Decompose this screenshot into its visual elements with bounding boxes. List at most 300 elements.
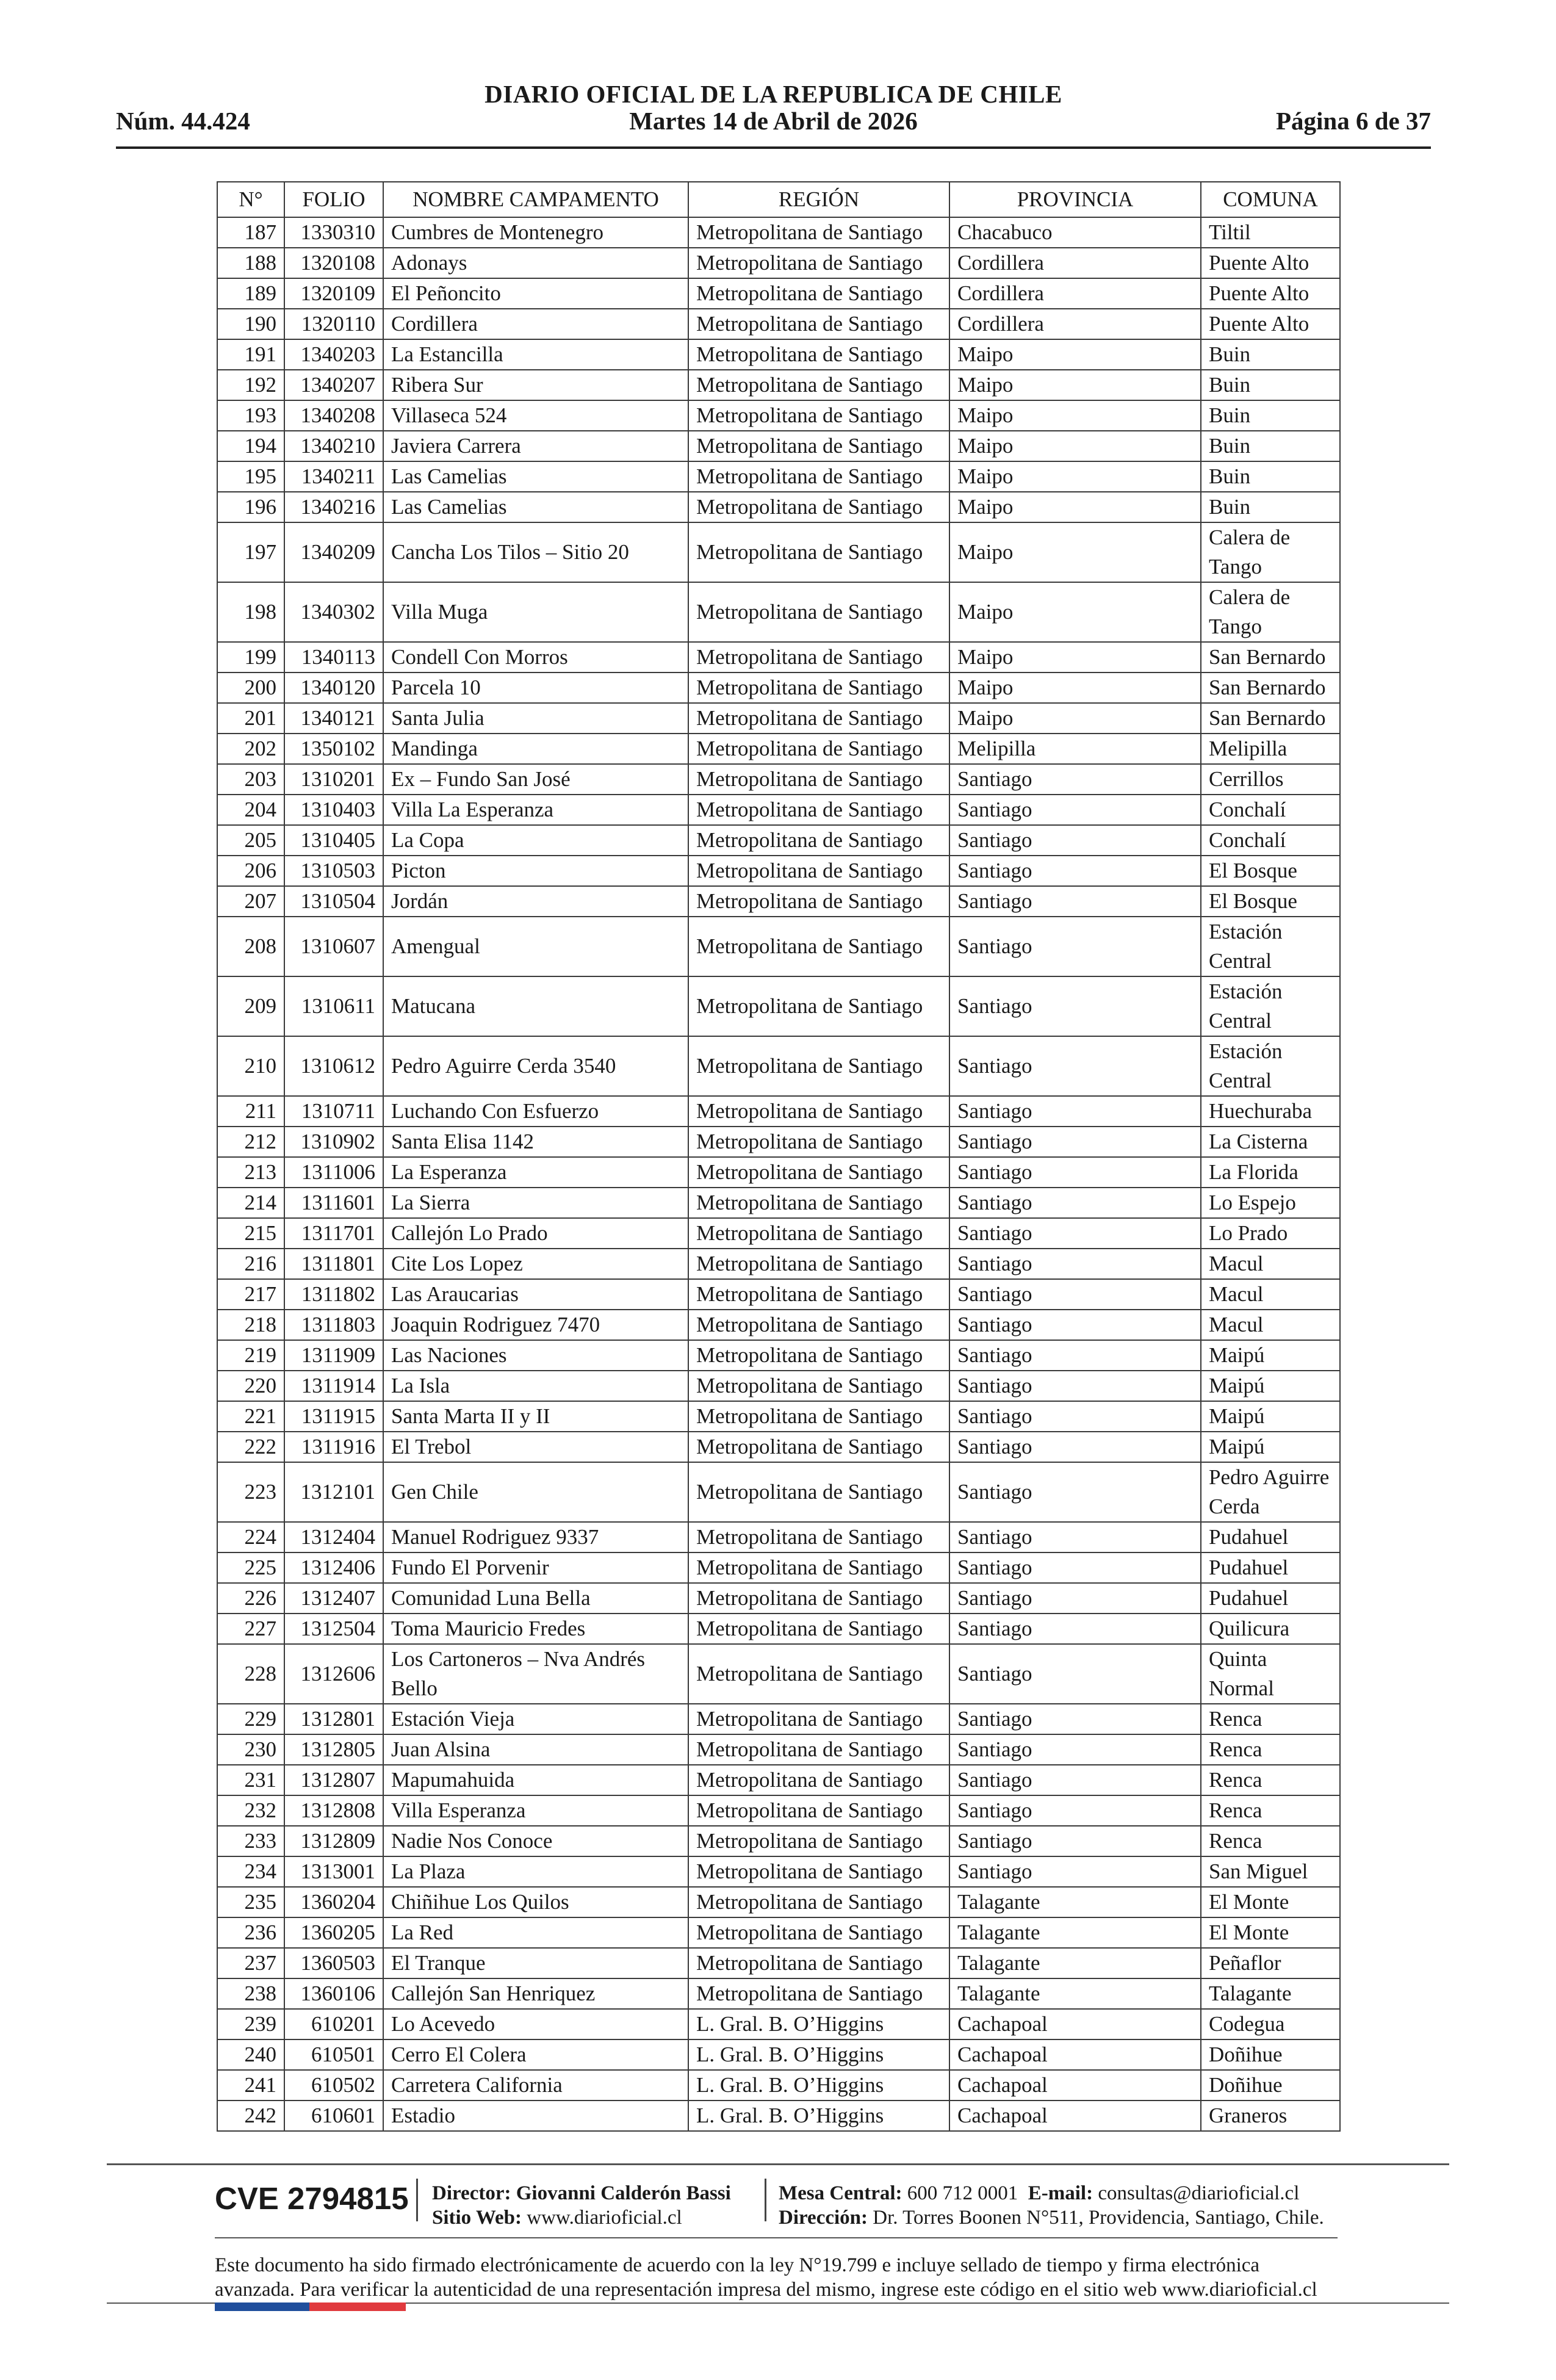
folio-cell: 1311801 xyxy=(284,1249,383,1279)
campamento-name-cell: El Peñoncito xyxy=(383,278,688,309)
row-number-cell: 230 xyxy=(217,1734,284,1765)
provincia-cell: Maipo xyxy=(949,582,1201,642)
campamento-name-cell: Nadie Nos Conoce xyxy=(383,1826,688,1856)
table-row xyxy=(217,642,1340,673)
table-row xyxy=(217,1462,1340,1522)
table-header-row xyxy=(217,182,1340,217)
provincia-cell: Santiago xyxy=(949,1157,1201,1188)
row-number-cell: 228 xyxy=(217,1644,284,1704)
row-number-cell: 210 xyxy=(217,1036,284,1096)
folio-cell: 1310612 xyxy=(284,1036,383,1096)
campamento-name-cell: Joaquin Rodriguez 7470 xyxy=(383,1310,688,1340)
provincia-cell: Cordillera xyxy=(949,248,1201,278)
campamento-name-cell: Matucana xyxy=(383,976,688,1036)
campamento-name-cell: Santa Marta II y II xyxy=(383,1401,688,1432)
row-number-cell: 216 xyxy=(217,1249,284,1279)
provincia-cell: Santiago xyxy=(949,1371,1201,1401)
region-cell: Metropolitana de Santiago xyxy=(688,1218,949,1249)
region-cell: Metropolitana de Santiago xyxy=(688,339,949,370)
comuna-cell: Lo Prado xyxy=(1201,1218,1340,1249)
table-row xyxy=(217,1644,1340,1704)
row-number-cell: 241 xyxy=(217,2070,284,2101)
region-cell: Metropolitana de Santiago xyxy=(688,370,949,400)
flag-bar-red xyxy=(309,2302,406,2311)
region-cell: Metropolitana de Santiago xyxy=(688,1887,949,1917)
folio-cell: 610601 xyxy=(284,2101,383,2131)
table-row xyxy=(217,2009,1340,2039)
folio-cell: 1340120 xyxy=(284,673,383,703)
folio-cell: 1340113 xyxy=(284,642,383,673)
folio-cell: 1310504 xyxy=(284,886,383,917)
folio-cell: 610501 xyxy=(284,2039,383,2070)
campamento-name-cell: Gen Chile xyxy=(383,1462,688,1522)
folio-cell: 1311802 xyxy=(284,1279,383,1310)
mesa-value: 600 712 0001 xyxy=(907,2182,1018,2204)
folio-cell: 1360106 xyxy=(284,1978,383,2009)
comuna-cell: Maipú xyxy=(1201,1371,1340,1401)
provincia-cell: Talagante xyxy=(949,1917,1201,1948)
region-cell: Metropolitana de Santiago xyxy=(688,1765,949,1795)
row-number-cell: 237 xyxy=(217,1948,284,1978)
row-number-cell: 195 xyxy=(217,461,284,492)
comuna-cell: La Florida xyxy=(1201,1157,1340,1188)
provincia-cell: Santiago xyxy=(949,1127,1201,1157)
folio-cell: 1360204 xyxy=(284,1887,383,1917)
region-cell: Metropolitana de Santiago xyxy=(688,431,949,461)
footer-director-block xyxy=(432,2181,731,2230)
provincia-cell: Santiago xyxy=(949,1826,1201,1856)
table-row xyxy=(217,2101,1340,2131)
campamento-name-cell: Estadio xyxy=(383,2101,688,2131)
column-header: N° xyxy=(217,182,284,217)
row-number-cell: 202 xyxy=(217,734,284,764)
provincia-cell: Cachapoal xyxy=(949,2101,1201,2131)
comuna-cell: Maipú xyxy=(1201,1432,1340,1462)
campamento-name-cell: Chiñihue Los Quilos xyxy=(383,1887,688,1917)
provincia-cell: Cachapoal xyxy=(949,2070,1201,2101)
region-cell: L. Gral. B. O’Higgins xyxy=(688,2101,949,2131)
campamento-name-cell: Parcela 10 xyxy=(383,673,688,703)
table-row xyxy=(217,278,1340,309)
folio-cell: 1340208 xyxy=(284,400,383,431)
comuna-cell: San Bernardo xyxy=(1201,703,1340,734)
provincia-cell: Santiago xyxy=(949,795,1201,825)
provincia-cell: Santiago xyxy=(949,1279,1201,1310)
comuna-cell: Buin xyxy=(1201,370,1340,400)
row-number-cell: 188 xyxy=(217,248,284,278)
provincia-cell: Santiago xyxy=(949,1249,1201,1279)
table-row xyxy=(217,1371,1340,1401)
campamento-name-cell: Jordán xyxy=(383,886,688,917)
provincia-cell: Santiago xyxy=(949,856,1201,886)
campamento-name-cell: Cerro El Colera xyxy=(383,2039,688,2070)
comuna-cell: Conchalí xyxy=(1201,795,1340,825)
comuna-cell: San Bernardo xyxy=(1201,673,1340,703)
campamento-name-cell: Amengual xyxy=(383,917,688,976)
page-header xyxy=(116,74,1431,149)
table-body xyxy=(217,217,1340,2131)
campamento-name-cell: Cordillera xyxy=(383,309,688,339)
folio-cell: 1310201 xyxy=(284,764,383,795)
folio-cell: 1340203 xyxy=(284,339,383,370)
folio-cell: 1330310 xyxy=(284,217,383,248)
folio-cell: 1312805 xyxy=(284,1734,383,1765)
table-row xyxy=(217,1279,1340,1310)
comuna-cell: Renca xyxy=(1201,1795,1340,1826)
footer-mid-rule xyxy=(215,2237,1338,2238)
provincia-cell: Santiago xyxy=(949,764,1201,795)
provincia-cell: Santiago xyxy=(949,1188,1201,1218)
campamento-name-cell: Picton xyxy=(383,856,688,886)
flag-bar-blue xyxy=(215,2302,309,2311)
folio-cell: 1312801 xyxy=(284,1704,383,1734)
region-cell: Metropolitana de Santiago xyxy=(688,1614,949,1644)
row-number-cell: 214 xyxy=(217,1188,284,1218)
folio-cell: 1340209 xyxy=(284,522,383,582)
folio-cell: 1340211 xyxy=(284,461,383,492)
provincia-cell: Cachapoal xyxy=(949,2039,1201,2070)
row-number-cell: 225 xyxy=(217,1552,284,1583)
campamento-name-cell: Santa Elisa 1142 xyxy=(383,1127,688,1157)
cve-code: CVE 2794815 xyxy=(215,2181,409,2216)
row-number-cell: 212 xyxy=(217,1127,284,1157)
table-row xyxy=(217,1310,1340,1340)
table-row xyxy=(217,976,1340,1036)
comuna-cell: Puente Alto xyxy=(1201,278,1340,309)
comuna-cell: Estación Central xyxy=(1201,1036,1340,1096)
column-header: NOMBRE CAMPAMENTO xyxy=(383,182,688,217)
region-cell: Metropolitana de Santiago xyxy=(688,1310,949,1340)
region-cell: Metropolitana de Santiago xyxy=(688,703,949,734)
mesa-label: Mesa Central: xyxy=(779,2182,902,2204)
table-row xyxy=(217,522,1340,582)
campamento-name-cell: Ribera Sur xyxy=(383,370,688,400)
table-row xyxy=(217,1552,1340,1583)
row-number-cell: 206 xyxy=(217,856,284,886)
folio-cell: 1310711 xyxy=(284,1096,383,1127)
director-name: Giovanni Calderón Bassi xyxy=(516,2182,731,2204)
table-row xyxy=(217,1917,1340,1948)
row-number-cell: 207 xyxy=(217,886,284,917)
column-header: FOLIO xyxy=(284,182,383,217)
legal-line: Este documento ha sido firmado electrónicamente de acuerdo con la ley N°19.799 e incluye sellado de tiempo y firma electrónica xyxy=(215,2254,1260,2276)
comuna-cell: Tiltil xyxy=(1201,217,1340,248)
region-cell: L. Gral. B. O’Higgins xyxy=(688,2070,949,2101)
region-cell: Metropolitana de Santiago xyxy=(688,976,949,1036)
legal-line: avanzada. Para verificar la autenticidad de una representación impresa del mismo, ingrese este código en el sitio web www.diarioficial.cl xyxy=(215,2279,1317,2301)
table-row xyxy=(217,582,1340,642)
campamento-name-cell: La Copa xyxy=(383,825,688,856)
row-number-cell: 190 xyxy=(217,309,284,339)
row-number-cell: 226 xyxy=(217,1583,284,1614)
legal-notice xyxy=(215,2253,1362,2302)
footer-contact-block xyxy=(779,2181,1324,2230)
provincia-cell: Santiago xyxy=(949,886,1201,917)
address-label: Dirección: xyxy=(779,2207,868,2229)
comuna-cell: Lo Espejo xyxy=(1201,1188,1340,1218)
table-row xyxy=(217,1218,1340,1249)
campamento-name-cell: Las Naciones xyxy=(383,1340,688,1371)
table-row xyxy=(217,2039,1340,2070)
folio-cell: 610201 xyxy=(284,2009,383,2039)
table-row xyxy=(217,309,1340,339)
campamento-name-cell: Cancha Los Tilos – Sitio 20 xyxy=(383,522,688,582)
comuna-cell: Maipú xyxy=(1201,1401,1340,1432)
folio-cell: 1340210 xyxy=(284,431,383,461)
folio-cell: 1312101 xyxy=(284,1462,383,1522)
comuna-cell: Codegua xyxy=(1201,2009,1340,2039)
provincia-cell: Maipo xyxy=(949,703,1201,734)
folio-cell: 1311914 xyxy=(284,1371,383,1401)
table-row xyxy=(217,1340,1340,1371)
comuna-cell: Pudahuel xyxy=(1201,1522,1340,1552)
region-cell: Metropolitana de Santiago xyxy=(688,217,949,248)
comuna-cell: El Bosque xyxy=(1201,886,1340,917)
region-cell: Metropolitana de Santiago xyxy=(688,673,949,703)
comuna-cell: El Bosque xyxy=(1201,856,1340,886)
web-label: Sitio Web: xyxy=(432,2207,522,2229)
comuna-cell: Renca xyxy=(1201,1765,1340,1795)
provincia-cell: Santiago xyxy=(949,1583,1201,1614)
campamento-name-cell: El Trebol xyxy=(383,1432,688,1462)
provincia-cell: Talagante xyxy=(949,1978,1201,2009)
folio-cell: 1350102 xyxy=(284,734,383,764)
table-row xyxy=(217,1795,1340,1826)
region-cell: Metropolitana de Santiago xyxy=(688,1917,949,1948)
folio-cell: 1340216 xyxy=(284,492,383,522)
provincia-cell: Melipilla xyxy=(949,734,1201,764)
table-row xyxy=(217,1583,1340,1614)
folio-cell: 1310503 xyxy=(284,856,383,886)
comuna-cell: Renca xyxy=(1201,1704,1340,1734)
campamento-name-cell: Ex – Fundo San José xyxy=(383,764,688,795)
provincia-cell: Talagante xyxy=(949,1887,1201,1917)
campamento-name-cell: Los Cartoneros – Nva Andrés Bello xyxy=(383,1644,688,1704)
region-cell: Metropolitana de Santiago xyxy=(688,642,949,673)
region-cell: Metropolitana de Santiago xyxy=(688,917,949,976)
campamento-name-cell: Cite Los Lopez xyxy=(383,1249,688,1279)
email-link[interactable]: consultas@diarioficial.cl xyxy=(1098,2182,1300,2204)
comuna-cell: Macul xyxy=(1201,1249,1340,1279)
table-row xyxy=(217,856,1340,886)
table-row xyxy=(217,339,1340,370)
region-cell: Metropolitana de Santiago xyxy=(688,1522,949,1552)
comuna-cell: Graneros xyxy=(1201,2101,1340,2131)
folio-cell: 1311915 xyxy=(284,1401,383,1432)
page-number: Página 6 de 37 xyxy=(1276,107,1431,135)
folio-cell: 1360205 xyxy=(284,1917,383,1948)
provincia-cell: Santiago xyxy=(949,825,1201,856)
region-cell: Metropolitana de Santiago xyxy=(688,1734,949,1765)
provincia-cell: Maipo xyxy=(949,431,1201,461)
folio-cell: 1312807 xyxy=(284,1765,383,1795)
folio-cell: 1311601 xyxy=(284,1188,383,1218)
provincia-cell: Santiago xyxy=(949,1096,1201,1127)
row-number-cell: 234 xyxy=(217,1856,284,1887)
campamento-name-cell: Manuel Rodriguez 9337 xyxy=(383,1522,688,1552)
row-number-cell: 238 xyxy=(217,1978,284,2009)
comuna-cell: Talagante xyxy=(1201,1978,1340,2009)
comuna-cell: Estación Central xyxy=(1201,917,1340,976)
comuna-cell: Maipú xyxy=(1201,1340,1340,1371)
campamentos-table xyxy=(217,181,1341,2132)
campamento-name-cell: Villaseca 524 xyxy=(383,400,688,431)
region-cell: Metropolitana de Santiago xyxy=(688,886,949,917)
campamento-name-cell: Pedro Aguirre Cerda 3540 xyxy=(383,1036,688,1096)
region-cell: Metropolitana de Santiago xyxy=(688,1856,949,1887)
comuna-cell: Renca xyxy=(1201,1826,1340,1856)
table-row xyxy=(217,1765,1340,1795)
row-number-cell: 189 xyxy=(217,278,284,309)
folio-cell: 1310405 xyxy=(284,825,383,856)
row-number-cell: 222 xyxy=(217,1432,284,1462)
folio-cell: 1360503 xyxy=(284,1948,383,1978)
table-row xyxy=(217,2070,1340,2101)
row-number-cell: 224 xyxy=(217,1522,284,1552)
row-number-cell: 197 xyxy=(217,522,284,582)
column-header: COMUNA xyxy=(1201,182,1340,217)
table-row xyxy=(217,1887,1340,1917)
provincia-cell: Santiago xyxy=(949,1462,1201,1522)
folio-cell: 1310403 xyxy=(284,795,383,825)
provincia-cell: Santiago xyxy=(949,1432,1201,1462)
campamento-name-cell: La Estancilla xyxy=(383,339,688,370)
table-row xyxy=(217,1157,1340,1188)
region-cell: Metropolitana de Santiago xyxy=(688,1036,949,1096)
comuna-cell: Buin xyxy=(1201,461,1340,492)
campamento-name-cell: Callejón Lo Prado xyxy=(383,1218,688,1249)
provincia-cell: Santiago xyxy=(949,917,1201,976)
region-cell: Metropolitana de Santiago xyxy=(688,248,949,278)
table-row xyxy=(217,1734,1340,1765)
table-row xyxy=(217,1978,1340,2009)
provincia-cell: Santiago xyxy=(949,1522,1201,1552)
web-link[interactable]: www.diarioficial.cl xyxy=(527,2207,682,2229)
folio-cell: 1311701 xyxy=(284,1218,383,1249)
region-cell: Metropolitana de Santiago xyxy=(688,461,949,492)
campamento-name-cell: Adonays xyxy=(383,248,688,278)
provincia-cell: Maipo xyxy=(949,492,1201,522)
provincia-cell: Santiago xyxy=(949,976,1201,1036)
address-value: Dr. Torres Boonen N°511, Providencia, Santiago, Chile. xyxy=(873,2207,1324,2229)
comuna-cell: Renca xyxy=(1201,1734,1340,1765)
region-cell: Metropolitana de Santiago xyxy=(688,1826,949,1856)
row-number-cell: 205 xyxy=(217,825,284,856)
campamento-name-cell: Cumbres de Montenegro xyxy=(383,217,688,248)
campamento-name-cell: La Sierra xyxy=(383,1188,688,1218)
region-cell: Metropolitana de Santiago xyxy=(688,1371,949,1401)
campamento-name-cell: Callejón San Henriquez xyxy=(383,1978,688,2009)
region-cell: Metropolitana de Santiago xyxy=(688,309,949,339)
table-row xyxy=(217,1249,1340,1279)
region-cell: Metropolitana de Santiago xyxy=(688,1401,949,1432)
table-row xyxy=(217,1856,1340,1887)
folio-cell: 1320109 xyxy=(284,278,383,309)
region-cell: Metropolitana de Santiago xyxy=(688,522,949,582)
provincia-cell: Maipo xyxy=(949,522,1201,582)
provincia-cell: Santiago xyxy=(949,1795,1201,1826)
provincia-cell: Maipo xyxy=(949,370,1201,400)
row-number-cell: 219 xyxy=(217,1340,284,1371)
table-row xyxy=(217,1704,1340,1734)
folio-cell: 1311006 xyxy=(284,1157,383,1188)
table-row xyxy=(217,917,1340,976)
issue-number: Núm. 44.424 xyxy=(116,107,250,135)
campamento-name-cell: Estación Vieja xyxy=(383,1704,688,1734)
row-number-cell: 233 xyxy=(217,1826,284,1856)
row-number-cell: 220 xyxy=(217,1371,284,1401)
table-row xyxy=(217,825,1340,856)
folio-cell: 1312406 xyxy=(284,1552,383,1583)
row-number-cell: 232 xyxy=(217,1795,284,1826)
region-cell: Metropolitana de Santiago xyxy=(688,1340,949,1371)
campamento-name-cell: La Esperanza xyxy=(383,1157,688,1188)
row-number-cell: 204 xyxy=(217,795,284,825)
comuna-cell: Puente Alto xyxy=(1201,248,1340,278)
campamento-name-cell: Toma Mauricio Fredes xyxy=(383,1614,688,1644)
region-cell: Metropolitana de Santiago xyxy=(688,1157,949,1188)
region-cell: Metropolitana de Santiago xyxy=(688,1249,949,1279)
comuna-cell: Macul xyxy=(1201,1279,1340,1310)
column-header: PROVINCIA xyxy=(949,182,1201,217)
comuna-cell: Buin xyxy=(1201,400,1340,431)
provincia-cell: Maipo xyxy=(949,673,1201,703)
campamento-name-cell: Luchando Con Esfuerzo xyxy=(383,1096,688,1127)
comuna-cell: Peñaflor xyxy=(1201,1948,1340,1978)
provincia-cell: Santiago xyxy=(949,1765,1201,1795)
comuna-cell: Pudahuel xyxy=(1201,1583,1340,1614)
provincia-cell: Santiago xyxy=(949,1036,1201,1096)
director-label: Director: xyxy=(432,2182,511,2204)
table-row xyxy=(217,400,1340,431)
region-cell: Metropolitana de Santiago xyxy=(688,278,949,309)
region-cell: Metropolitana de Santiago xyxy=(688,1795,949,1826)
table-row xyxy=(217,1096,1340,1127)
region-cell: Metropolitana de Santiago xyxy=(688,1552,949,1583)
provincia-cell: Cachapoal xyxy=(949,2009,1201,2039)
provincia-cell: Santiago xyxy=(949,1856,1201,1887)
comuna-cell: Doñihue xyxy=(1201,2070,1340,2101)
table-row xyxy=(217,1188,1340,1218)
comuna-cell: Puente Alto xyxy=(1201,309,1340,339)
region-cell: Metropolitana de Santiago xyxy=(688,400,949,431)
table-row xyxy=(217,431,1340,461)
table-row xyxy=(217,1432,1340,1462)
campamento-name-cell: Fundo El Porvenir xyxy=(383,1552,688,1583)
comuna-cell: El Monte xyxy=(1201,1887,1340,1917)
comuna-cell: San Miguel xyxy=(1201,1856,1340,1887)
provincia-cell: Santiago xyxy=(949,1552,1201,1583)
row-number-cell: 240 xyxy=(217,2039,284,2070)
folio-cell: 1310902 xyxy=(284,1127,383,1157)
campamento-name-cell: Santa Julia xyxy=(383,703,688,734)
row-number-cell: 239 xyxy=(217,2009,284,2039)
row-number-cell: 209 xyxy=(217,976,284,1036)
folio-cell: 1320110 xyxy=(284,309,383,339)
row-number-cell: 231 xyxy=(217,1765,284,1795)
region-cell: Metropolitana de Santiago xyxy=(688,1704,949,1734)
campamento-name-cell: Condell Con Morros xyxy=(383,642,688,673)
row-number-cell: 221 xyxy=(217,1401,284,1432)
region-cell: Metropolitana de Santiago xyxy=(688,764,949,795)
row-number-cell: 242 xyxy=(217,2101,284,2131)
provincia-cell: Santiago xyxy=(949,1218,1201,1249)
footer-divider xyxy=(416,2179,418,2221)
comuna-cell: El Monte xyxy=(1201,1917,1340,1948)
table-row xyxy=(217,1826,1340,1856)
row-number-cell: 191 xyxy=(217,339,284,370)
comuna-cell: Pudahuel xyxy=(1201,1552,1340,1583)
